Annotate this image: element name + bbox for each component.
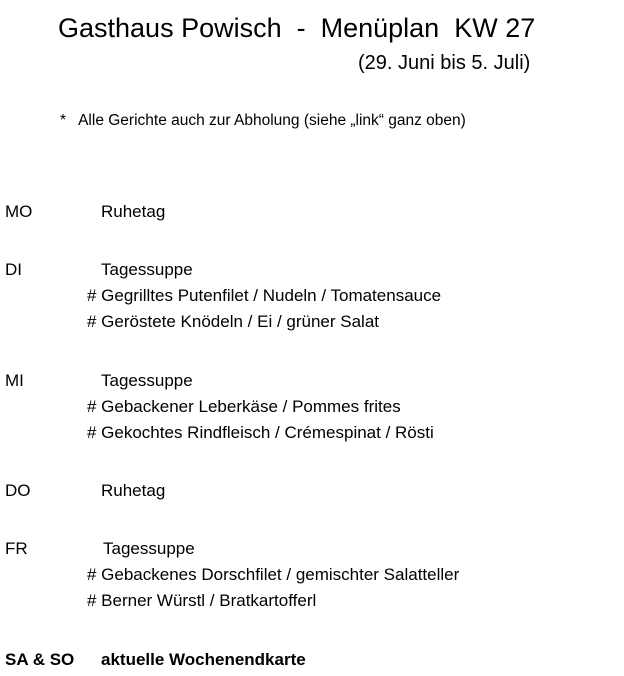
day-label-mo: MO bbox=[5, 202, 33, 221]
day-label-mi: MI bbox=[5, 371, 24, 390]
menu-item: # Gebackenes Dorschfilet / gemischter Salatteller bbox=[87, 565, 460, 584]
menu-item: # Gegrilltes Putenfilet / Nudeln / Tomatensauce bbox=[87, 286, 442, 305]
menu-item-soup: Tagessuppe bbox=[101, 260, 193, 279]
menu-item: Ruhetag bbox=[101, 481, 166, 500]
menu-item: # Berner Würstl / Bratkartofferl bbox=[87, 591, 317, 610]
menu-item-weekend: aktuelle Wochenendkarte bbox=[101, 650, 306, 669]
menu-item: Ruhetag bbox=[101, 202, 166, 221]
menu-item-soup: Tagessuppe bbox=[101, 371, 193, 390]
pickup-note: * Alle Gerichte auch zur Abholung (siehe „link“ ganz oben) bbox=[60, 112, 466, 129]
menu-item: # Gebackener Leberkäse / Pommes frites bbox=[87, 397, 401, 416]
day-label-di: DI bbox=[5, 260, 22, 279]
day-label-weekend: SA & SO bbox=[5, 650, 75, 669]
day-label-fr: FR bbox=[5, 539, 28, 558]
menu-item-soup: Tagessuppe bbox=[103, 539, 195, 558]
page-title: Gasthaus Powisch - Menüplan KW 27 bbox=[58, 13, 536, 43]
menu-item: # Geröstete Knödeln / Ei / grüner Salat bbox=[87, 312, 380, 331]
date-range: (29. Juni bis 5. Juli) bbox=[358, 52, 531, 74]
day-label-do: DO bbox=[5, 481, 31, 500]
menu-item: # Gekochtes Rindfleisch / Crémespinat / Rösti bbox=[87, 423, 434, 442]
